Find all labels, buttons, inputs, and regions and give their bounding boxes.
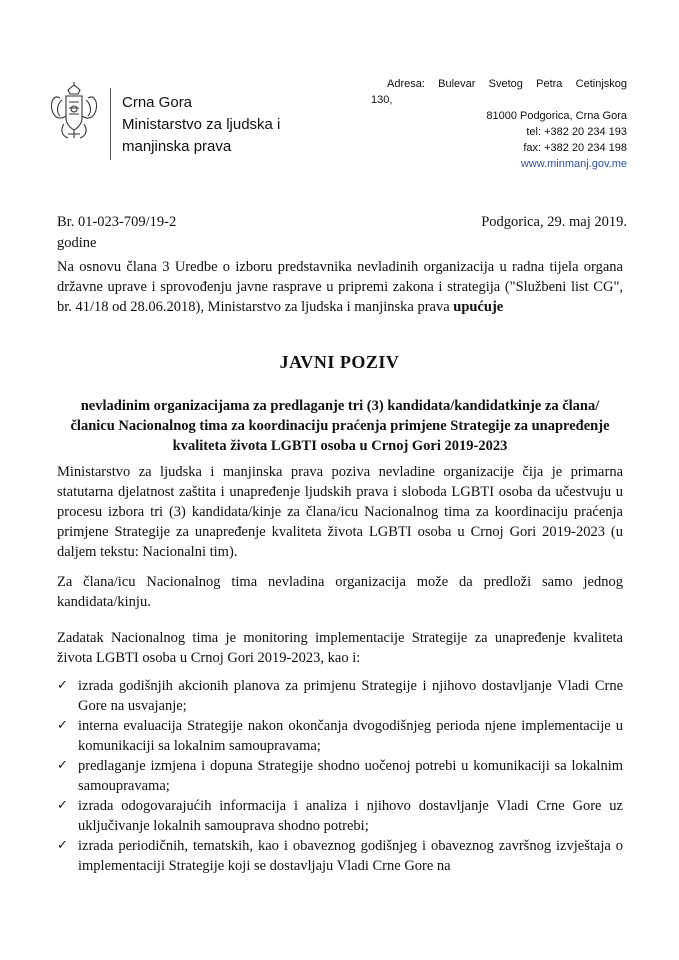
intro-paragraph	[57, 257, 623, 317]
checkmark-icon: ✓	[57, 678, 68, 693]
intro-text: Na osnovu člana 3 Uredbe o izboru predstavnika nevladinih organizacija u radna tijela organa državne uprave i sprovođenju javne rasprave u pripremi zakona i strategija ("Službeni list CG", br. 41/18 od 28.06.2018), Ministarstvo za ljudska i manjinska prava	[57, 259, 623, 315]
org-line: Crna Gora	[122, 94, 193, 111]
list-item-text: izrada godišnjih akcionih planova za primjenu Strategije i njihovo dostavljanje Vladi Crne Gore na usvajanje;	[78, 678, 623, 714]
list-item	[57, 676, 623, 716]
intro-bold-verb: upućuje	[453, 299, 504, 315]
checkmark-icon: ✓	[57, 838, 68, 853]
checkmark-icon: ✓	[57, 718, 68, 733]
address-line-cont: 130,	[371, 94, 393, 106]
reference-number-cont: godine	[57, 235, 97, 251]
reference-number	[57, 212, 176, 254]
list-item-text: izrada odogovarajućih informacija i analiza i njihovo dostavljanje Vladi Crne Gore uz uključivanje lokalnih samouprava shodno potrebi;	[78, 798, 623, 834]
checkmark-icon: ✓	[57, 758, 68, 773]
list-item-text: predlaganje izmjena i dopuna Strategije shodno uočenoj potrebi u komunikaciji sa lokalnim samoupravama;	[78, 758, 623, 794]
document-subtitle: nevladinim organizacijama za predlaganje tri (3) kandidata/kandidatkinje za člana/članicu Nacionalnog tima za koordinaciju praćenja primjene Strategije za unapređenje kvaliteta života LGBTI osoba u Crnoj Gori 2019-2023	[70, 398, 610, 454]
list-item-text: izrada periodičnih, tematskih, kao i obaveznog godišnjeg i obaveznog završnog izvještaja o implementaciji Strategije koji se dostavljaju Vladi Crne Gore na	[78, 838, 623, 874]
phone-line: tel: +382 20 234 193	[526, 126, 627, 138]
organization-name	[122, 92, 280, 158]
body-paragraph: Za člana/icu Nacionalnog tima nevladina organizacija može da predloži samo jednog kandidata/kinju.	[57, 574, 623, 610]
body-paragraph: Zadatak Nacionalnog tima je monitoring implementacije Strategije za unapređenje kvaliteta života LGBTI osoba u Crnoj Gori 2019-2023, kao i:	[57, 630, 623, 666]
list-item-text: interna evaluacija Strategije nakon okončanja dvogodišnjeg perioda njene implementacije u komunikaciji sa lokalnim samoupravama;	[78, 718, 623, 754]
list-item	[57, 836, 623, 876]
document-title: JAVNI POZIV	[279, 352, 400, 372]
city-line: 81000 Podgorica, Crna Gora	[486, 110, 627, 122]
list-item	[57, 756, 623, 796]
address-block	[371, 76, 627, 172]
list-item	[57, 796, 623, 836]
body-paragraph: Ministarstvo za ljudska i manjinska prava poziva nevladine organizacije čija je primarna statutarna djelatnost zaštita i unapređenje ljudskih prava i sloboda LGBTI osoba da učestvuju u procesu izbora tri (3) kandidata/kinje za člana/icu Nacionalnog tima za koordinaciju praćenja primjene Strategije za unapređenje kvaliteta života LGBTI osoba u Crnoj Gori 2019-2023 (u daljem tekstu: Nacionalni tim).	[57, 464, 623, 560]
coat-of-arms-icon	[48, 82, 100, 144]
list-item	[57, 716, 623, 756]
header-divider	[110, 88, 111, 160]
org-line: Ministarstvo za ljudska i	[122, 116, 281, 133]
website-link[interactable]: www.minmanj.gov.me	[520, 158, 627, 170]
checkmark-icon: ✓	[57, 798, 68, 813]
task-list	[57, 676, 623, 876]
fax-line: fax: +382 20 234 198	[523, 142, 627, 154]
reference-number-text: Br. 01-023-709/19-2	[57, 214, 177, 230]
org-line: manjinska prava	[122, 138, 232, 155]
address-line: Adresa: Bulevar Svetog Petra Cetinjskog	[387, 78, 627, 90]
document-date: Podgorica, 29. maj 2019.	[481, 214, 627, 230]
